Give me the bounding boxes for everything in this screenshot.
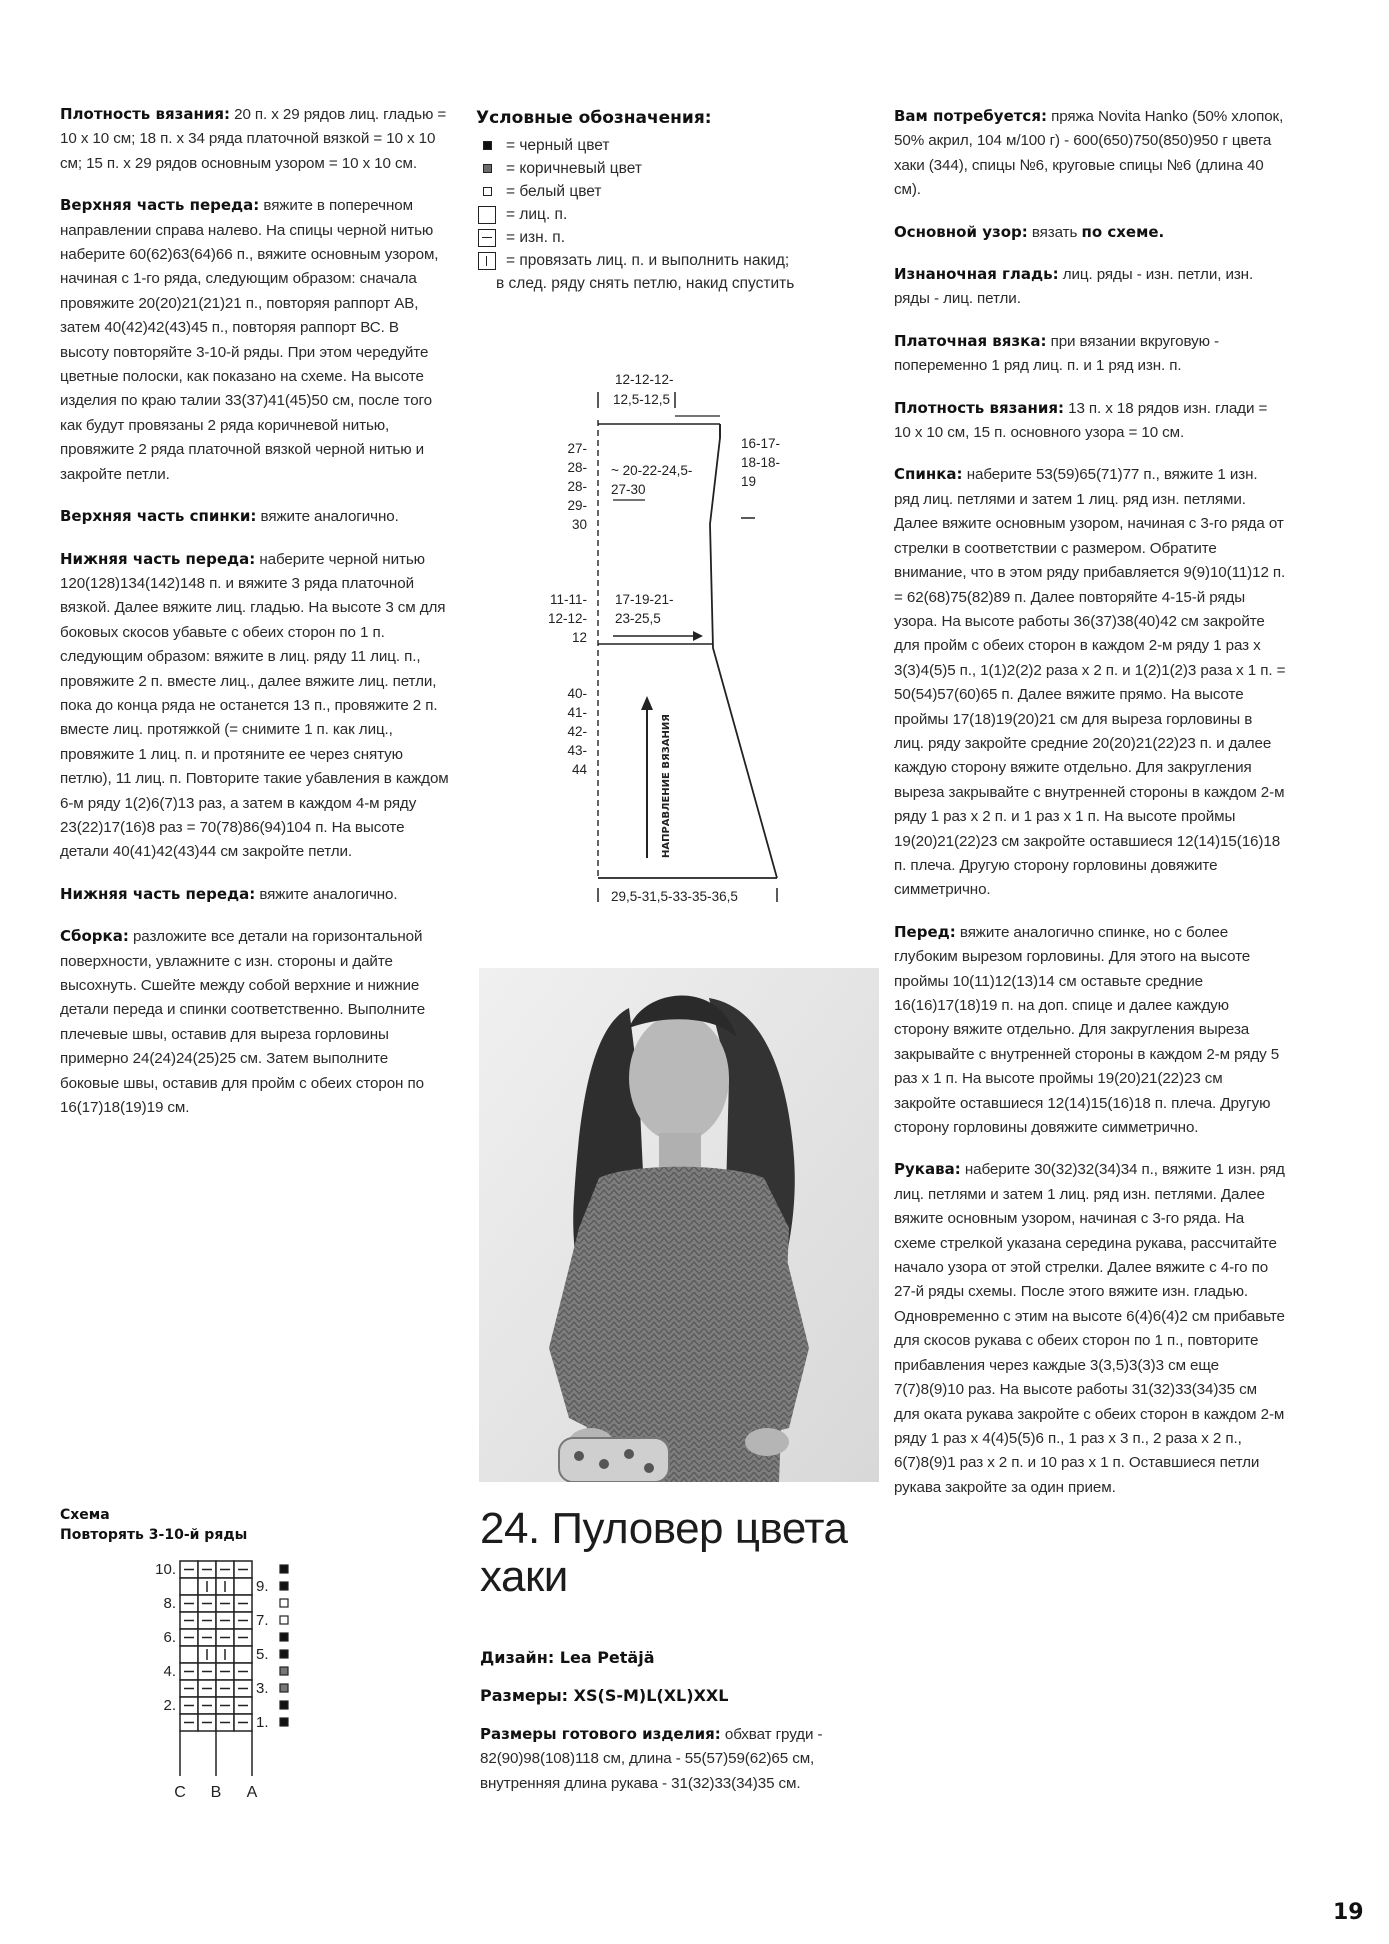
assembly-paragraph: Сборка: разложите все детали на горизонтальной поверхности, увлажните с изн. стороны и дайте высохнуть. Сшейте между собой верхние и нижние детали переда и спинки соответственно. Выполните плечевые швы, оставив для выреза горловины примерно 24(24)24(25)25 см. Затем выполните боковые швы, оставив для пройм с обеих сторон по 16(17)18(19)19 см. (60, 927, 426, 1117)
left-column (60, 102, 450, 1137)
scheme-cell (180, 1578, 198, 1595)
legend-item-brown: = коричневый цвет (476, 157, 876, 180)
scheme-row-label: 10. (155, 1561, 176, 1578)
scheme-row-label: 3. (256, 1680, 269, 1697)
page-number: 19 (1333, 1900, 1364, 1925)
right-density-paragraph: Плотность вязания: 13 п. х 18 рядов изн. глади = 10 х 10 см, 15 п. основного узора = 10 см. (894, 398, 1268, 442)
legend-item-knit: = лиц. п. (476, 203, 876, 226)
top-width-label: 12-12-12- (615, 372, 674, 387)
row-color-icon (280, 1718, 288, 1726)
legend-title: Условные обозначения: (476, 108, 712, 128)
front-paragraph: Перед: вяжите аналогично спинке, но с более глубоким вырезом горловины. Для этого на высоте проймы 10(11)12(13)14 см оставьте средние 16(16)17(18)19 п. на доп. спице и далее каждую сторону вяжите отдельно. Для закругления выреза закрывайте с внутренней стороны в каждом 2-м ряду 5 раз х 1 п. На высоте проймы 19(20)21(22)23 см закройте оставшиеся 12(14)15(16)18 п. плеча. Другую сторону горловины довяжите симметрично. (894, 922, 1280, 1137)
scheme-title: Схема (60, 1507, 110, 1523)
legend-item-black: = черный цвет (476, 134, 876, 157)
waist-height-label: 12 (571, 630, 587, 645)
waist-width-label: 23-25,5 (615, 611, 661, 626)
left-density-paragraph: Плотность вязания: 20 п. х 29 рядов лиц. гладью = 10 х 10 см; 18 п. х 34 ряда платочной вязкой = 10 х 10 см; 15 п. х 29 рядов основным узором = 10 х 10 см. (60, 105, 447, 172)
row-color-icon (280, 1599, 288, 1607)
bottom-width-label: 29,5-31,5-33-35-36,5 (611, 889, 738, 904)
legend (476, 108, 876, 295)
sizes: Размеры: XS(S-M)L(XL)XXL (480, 1686, 729, 1705)
row-color-icon (280, 1701, 288, 1709)
row-color-icon (280, 1650, 288, 1658)
sleeve-paragraph: Рукава: наберите 30(32)32(34)34 п., вяжите 1 изн. ряд лиц. петлями и затем 1 лиц. ряд изн. петлями. Далее вяжите основным узором, начиная с 3-го ряда. На схеме стрелкой указана середина рукава, рассчитайте начало узора от этой стрелки. Далее вяжите с 4-го по 27-й ряды схемы. После этого вяжите изн. гладью. Одновременно с этим на высоте 6(4)6(4)2 см прибавьте для скосов рукава с обеих сторон по 1 п., повторите прибавления через каждые 3(3,5)3(3)3 см еще 7(7)8(9)10 раз. На высоте работы 31(32)33(34)35 см для оката рукава закройте с обеих сторон в каждом 2-м ряду 1 раз х 4(4)5(5)6 п., 1 раз х 3 п., 2 раза х 2 п., 6(7)8(9)1 раз х 2 п. и 10 раз х 1 п. Оставшиеся петли рукава закройте за один прием. (894, 1160, 1285, 1496)
upper-height-label: 28- (567, 479, 587, 494)
upper-height-label: 28- (567, 460, 587, 475)
model-illustration (479, 968, 879, 1482)
designer: Дизайн: Lea Petäjä (480, 1648, 655, 1667)
upper-width-label: 27-30 (611, 482, 646, 497)
lower-height-label: 40- (567, 686, 587, 701)
scheme-row-label: 1. (256, 1714, 269, 1731)
lower-height-label: 42- (567, 724, 587, 739)
scheme-cell (234, 1646, 252, 1663)
pattern-title: 24. Пуловер цвета хаки (480, 1504, 848, 1601)
top-width-label-2: 12,5-12,5 (613, 392, 671, 407)
upper-height-label: 30 (571, 517, 587, 532)
row-color-icon (280, 1684, 288, 1692)
upper-height-label: 29- (567, 498, 587, 513)
scheme-row-label: 9. (256, 1578, 269, 1595)
row-color-icon (280, 1633, 288, 1641)
scheme-cell (234, 1578, 252, 1595)
upper-back-paragraph: Верхняя часть спинки: вяжите аналогично. (60, 507, 399, 526)
lower-back-paragraph: Нижняя часть переда: вяжите аналогично. (60, 884, 398, 903)
lower-front-paragraph: Нижняя часть переда: наберите черной нитью 120(128)134(142)148 п. и вяжите 3 ряда платочной вязкой. Далее вяжите лиц. гладью. На высоте 3 см для боковых скосов убавьте с обеих сторон по 1 п. следующим образом: вяжите в лиц. ряду 11 лиц. п., провяжите 2 п. вместе лиц., далее вяжите лиц. петли, пока до конца ряда не останется 13 п., провяжите 2 п. вместе лиц. протяжкой (= снимите 1 п. как лиц., провяжите 1 лиц. п. и протяните ее через снятую петлю), 11 лиц. п. Повторите такие убавления в каждом 6-м ряду 1(2)6(7)13 раз, а затем в каждом 4-м ряду 23(22)17(16)8 раз = 70(78)86(94)104 п. На высоте детали 40(41)42(43)44 см закройте петли. (60, 549, 449, 861)
upper-front-paragraph: Верхняя часть переда: вяжите в поперечном направлении справа налево. На спицы черной нитью наберите 60(62)63(64)66 п., вяжите основным узором, начиная с 1-го ряда, следующим образом: сначала провяжите 20(20)21(21)21 п., повторяя раппорт АВ, затем 40(42)42(43)45 п., повторяя раппорт ВС. В высоту повторяйте 3-10-й ряды. При этом чередуйте цветные полоски, как показано на схеме. На высоте изделия по краю талии 33(37)41(45)50 см, после того как будут провязаны 2 ряда коричневой нитью, провяжите 2 ряда платочной вязкой черной нитью и закройте петли. (60, 196, 439, 483)
lower-height-label: 44 (571, 762, 587, 777)
armhole-height-label: 18-18- (741, 455, 781, 470)
armhole-height-label: 16-17- (741, 436, 781, 451)
main-pattern-paragraph: Основной узор: вязать по схеме. (894, 222, 1165, 241)
row-color-icon (280, 1667, 288, 1675)
black-square-icon (476, 141, 498, 150)
legend-item-purl: = изн. п. (476, 226, 876, 249)
row-color-icon (280, 1582, 288, 1590)
legend-item-yarnover: = провязать лиц. п. и выполнить накид; (476, 249, 876, 272)
scheme-row-label: 5. (256, 1646, 269, 1663)
scheme-heading (60, 1505, 247, 1545)
row-color-icon (280, 1565, 288, 1573)
scheme-row-label: 4. (163, 1663, 176, 1680)
scheme-row-label: 2. (163, 1697, 176, 1714)
lower-height-label: 41- (567, 705, 587, 720)
upper-height-label: 27- (567, 441, 587, 456)
upper-width-label: ~ 20-22-24,5- (611, 463, 693, 478)
waist-width-label: 17-19-21- (615, 592, 674, 607)
white-square-icon (476, 187, 498, 196)
finished-size-paragraph: Размеры готового изделия: обхват груди - 82(90)98(108)118 см, длина - 55(57)59(62)65 см, внутренняя длина рукава - 31(32)33(34)35 см. (480, 1725, 823, 1792)
scheme-chart (140, 1555, 380, 1845)
direction-label: НАПРАВЛЕНИЕ ВЯЗАНИЯ (661, 714, 672, 858)
brown-square-icon (476, 164, 498, 173)
right-column (894, 104, 1286, 1517)
legend-continuation: в след. ряду снять петлю, накид спустить (496, 275, 795, 292)
scheme-column-label: C (174, 1784, 186, 1801)
scheme-subtitle: Повторять 3-10-й ряды (60, 1527, 248, 1543)
row-color-icon (280, 1616, 288, 1624)
scheme-column-label: A (246, 1784, 258, 1801)
garter-paragraph: Платочная вязка: при вязании вкруговую - попеременно 1 ряд лиц. п. и 1 ряд изн. п. (894, 331, 1219, 375)
scheme-row-label: 8. (163, 1595, 176, 1612)
materials-paragraph: Вам потребуется: пряжа Novita Hanko (50% хлопок, 50% акрил, 104 м/100 г) - 600(650)750(850)950 г цвета хаки (344), спицы №6, круговые спицы №6 (длина 40 см). (894, 107, 1284, 199)
pattern-schematic (515, 368, 855, 908)
purl-stitch-icon (476, 229, 498, 247)
yarnover-stitch-icon (476, 252, 498, 270)
scheme-cell (180, 1646, 198, 1663)
scheme-row-label: 7. (256, 1612, 269, 1629)
lower-height-label: 43- (567, 743, 587, 758)
scheme-column-label: B (210, 1784, 222, 1801)
purl-stitch-paragraph: Изнаночная гладь: лиц. ряды - изн. петли, изн. ряды - лиц. петли. (894, 265, 1254, 308)
scheme-row-label: 6. (163, 1629, 176, 1646)
waist-height-label: 12-12- (547, 611, 587, 626)
knit-stitch-icon (476, 206, 498, 224)
legend-item-white: = белый цвет (476, 180, 876, 203)
waist-height-label: 11-11- (549, 592, 587, 607)
back-paragraph: Спинка: наберите 53(59)65(71)77 п., вяжите 1 изн. ряд лиц. петлями и затем 1 лиц. ряд изн. петлями. Далее вяжите основным узором, начиная с 3-го ряда от стрелки в соответствии с размером. Обратите внимание, что в этом ряду прибавляется 9(9)10(11)12 п. = 62(68)75(82)89 п. Далее повторяйте 4-15-й ряды узора. На высоте работы 36(37)38(40)42 см закройте для пройм с обеих сторон в каждом 2-м ряду 1 раз х 3(3)4(5)5 п., 1(1)2(2)2 раза х 2 п. и 1(2)1(2)3 раза х 1 п. = 50(54)57(60)65 п. Далее вяжите прямо. На высоте проймы 17(18)19(20)21 см для выреза горловины в лиц. ряду закройте средние 20(20)21(22)23 п. и далее каждую сторону вяжите отдельно. Для закругления выреза закрывайте с внутренней стороны в каждом 2-м ряду 1 раз х 2 п. и 1 раз х 1 п. На высоте проймы 19(20)21(22)23 см закройте оставшиеся 12(14)15(16)18 п. плеча. Другую сторону горловины довяжите симметрично. (894, 465, 1286, 899)
armhole-height-label: 19 (741, 474, 757, 489)
model-photo (479, 968, 879, 1482)
